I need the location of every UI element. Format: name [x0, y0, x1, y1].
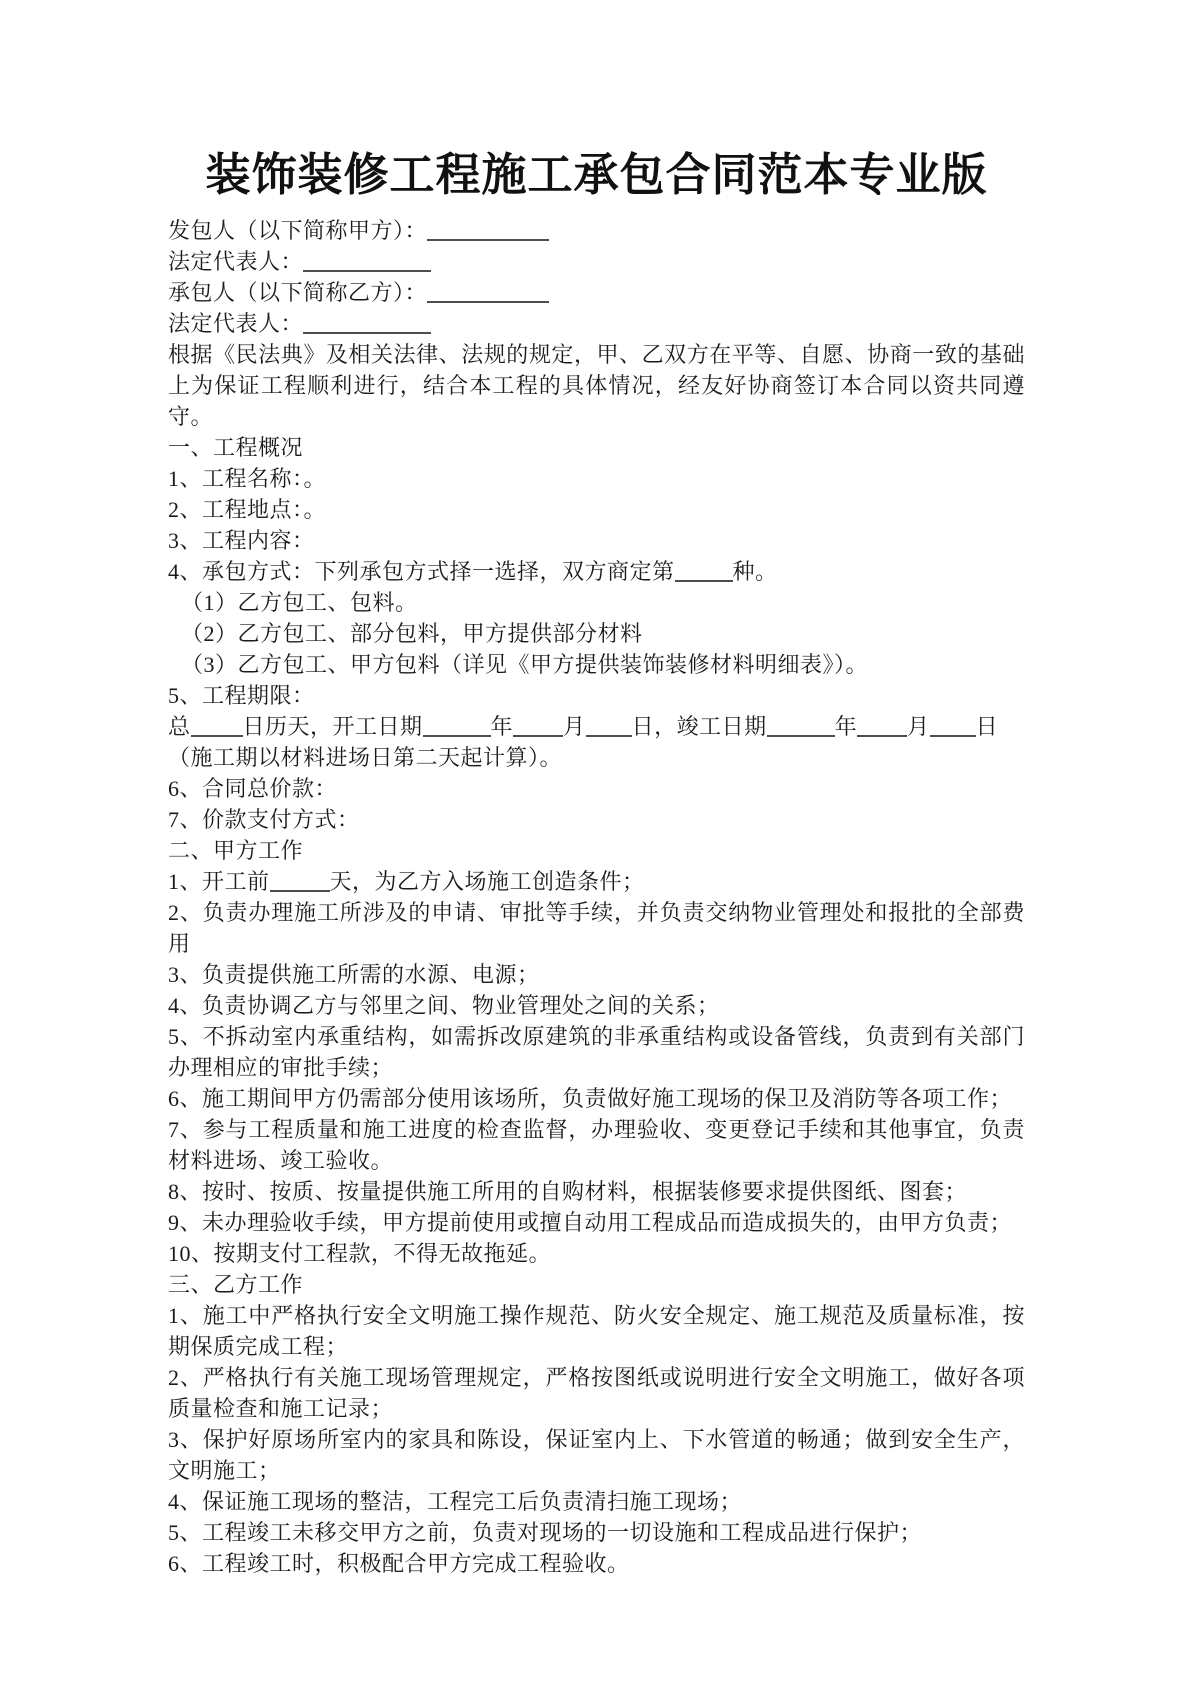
text-run: 天，为乙方入场施工创造条件；: [329, 868, 645, 894]
text-run: 3、保护好原场所室内的家具和陈设，保证室内上、下水管道的畅通；做到安全生产，文明施工；: [168, 1426, 1025, 1483]
text-run: 10、按期支付工程款，不得无故拖延。: [168, 1240, 552, 1266]
project-duration-item: [168, 680, 1025, 711]
text-run: 月: [563, 713, 586, 739]
party-b-duty-5: [168, 1517, 1025, 1548]
fill-in-blank: [423, 733, 491, 737]
party-a-duty-2: [168, 897, 1025, 959]
payment-method-item: [168, 804, 1025, 835]
party-b-legal-rep-field: [168, 308, 1025, 339]
party-b-duty-2: [168, 1362, 1025, 1424]
text-run: 种。: [732, 558, 778, 584]
fill-in-blank: [675, 578, 733, 582]
text-run: 3、工程内容：: [168, 527, 315, 553]
text-run: 法定代表人：: [168, 310, 304, 336]
text-run: 4、负责协调乙方与邻里之间、物业管理处之间的关系；: [168, 992, 720, 1018]
party-a-duty-10: [168, 1238, 1025, 1269]
party-a-duty-4: [168, 990, 1025, 1021]
contract-mode-option-2: [168, 618, 1025, 649]
fill-in-blank: [767, 733, 835, 737]
text-run: （1）乙方包工、包料。: [181, 589, 418, 615]
fill-in-blank: [930, 733, 976, 737]
party-a-duty-5: [168, 1021, 1025, 1083]
text-run: 5、工程竣工未移交甲方之前，负责对现场的一切设施和工程成品进行保护；: [168, 1519, 923, 1545]
text-run: 年: [490, 713, 514, 739]
text-run: 1、工程名称：。: [168, 465, 327, 491]
text-run: 2、严格执行有关施工现场管理规定，严格按图纸或说明进行安全文明施工，做好各项质量检查和施工记录；: [168, 1364, 1025, 1421]
text-run: （3）乙方包工、甲方包料（详见《甲方提供装饰装修材料明细表》）。: [181, 651, 869, 677]
fill-in-blank: [303, 330, 431, 334]
text-run: 2、工程地点：。: [168, 496, 327, 522]
party-b-duty-4: [168, 1486, 1025, 1517]
text-run: 总: [168, 713, 191, 739]
text-run: 二、甲方工作: [168, 837, 304, 863]
text-run: 7、参与工程质量和施工进度的检查监督，办理验收、变更登记手续和其他事宜，负责材料进场、竣工验收。: [168, 1116, 1025, 1173]
party-b-duty-1: [168, 1300, 1025, 1362]
preamble-paragraph: [168, 339, 1025, 432]
text-run: 法定代表人：: [168, 248, 304, 274]
fill-in-blank: [427, 299, 549, 303]
contract-mode-item: [168, 556, 1025, 587]
fill-in-blank: [857, 733, 907, 737]
contract-mode-option-1: [168, 587, 1025, 618]
party-a-duty-6: [168, 1083, 1025, 1114]
text-run: 6、工程竣工时，积极配合甲方完成工程验收。: [168, 1550, 630, 1576]
text-run: 5、工程期限：: [168, 682, 315, 708]
text-run: 1、开工前: [168, 868, 270, 894]
fill-in-blank: [427, 237, 549, 241]
text-run: 3、负责提供施工所需的水源、电源；: [168, 961, 540, 987]
fill-in-blank: [513, 733, 563, 737]
text-run: 发包人（以下简称甲方）：: [168, 217, 428, 243]
section-1-heading: [168, 432, 1025, 463]
party-a-duty-3: [168, 959, 1025, 990]
party-a-duty-1: [168, 866, 1025, 897]
text-run: （2）乙方包工、部分包料，甲方提供部分材料: [181, 620, 643, 646]
document-body: [168, 215, 1025, 1579]
text-run: 5、不拆动室内承重结构，如需拆改原建筑的非承重结构或设备管线，负责到有关部门办理相应的审批手续；: [168, 1023, 1025, 1080]
text-run: 6、合同总价款：: [168, 775, 338, 801]
text-run: 9、未办理验收手续，甲方提前使用或擅自动用工程成品而造成损失的，由甲方负责；: [168, 1209, 1013, 1235]
fill-in-blank: [270, 888, 330, 892]
party-a-legal-rep-field: [168, 246, 1025, 277]
text-run: 一、工程概况: [168, 434, 304, 460]
text-run: 8、按时、按质、按量提供施工所用的自购材料，根据装修要求提供图纸、图套；: [168, 1178, 968, 1204]
party-a-duty-7: [168, 1114, 1025, 1176]
text-run: 根据《民法典》及相关法律、法规的规定，甲、乙双方在平等、自愿、协商一致的基础上为保证工程顺利进行，结合本工程的具体情况，经友好协商签订本合同以资共同遵守。: [168, 341, 1025, 429]
party-a-field: [168, 215, 1025, 246]
party-a-duty-8: [168, 1176, 1025, 1207]
total-price-item: [168, 773, 1025, 804]
text-run: 6、施工期间甲方仍需部分使用该场所，负责做好施工现场的保卫及消防等各项工作；: [168, 1085, 1013, 1111]
contract-mode-option-3: [168, 649, 1025, 680]
project-content-item: [168, 525, 1025, 556]
project-location-item: [168, 494, 1025, 525]
text-run: 1、施工中严格执行安全文明施工操作规范、防火安全规定、施工规范及质量标准，按期保质完成工程；: [168, 1302, 1025, 1359]
text-run: 4、承包方式：下列承包方式择一选择，双方商定第: [168, 558, 675, 584]
party-b-duty-6: [168, 1548, 1025, 1579]
document-title: 装饰装修工程施工承包合同范本专业版: [205, 149, 988, 200]
text-run: 7、价款支付方式：: [168, 806, 360, 832]
text-run: 日，竣工日期: [631, 713, 767, 739]
party-b-duty-3: [168, 1424, 1025, 1486]
fill-in-blank: [586, 733, 632, 737]
section-2-heading: [168, 835, 1025, 866]
project-name-item: [168, 463, 1025, 494]
text-run: 年: [834, 713, 858, 739]
party-b-field: [168, 277, 1025, 308]
section-3-heading: [168, 1269, 1025, 1300]
party-a-duty-9: [168, 1207, 1025, 1238]
fill-in-blank: [303, 268, 431, 272]
text-run: 2、负责办理施工所涉及的申请、审批等手续，并负责交纳物业管理处和报批的全部费用: [168, 899, 1025, 956]
text-run: 月: [907, 713, 930, 739]
text-run: （施工期以材料进场日第二天起计算）。: [168, 744, 563, 770]
text-run: 日: [975, 713, 999, 739]
text-run: 4、保证施工现场的整洁，工程完工后负责清扫施工现场；: [168, 1488, 743, 1514]
text-run: 三、乙方工作: [168, 1271, 304, 1297]
fill-in-blank: [191, 733, 243, 737]
text-run: 承包人（以下简称乙方）：: [168, 279, 428, 305]
duration-detail-line: [168, 711, 1025, 742]
duration-note-line: [168, 742, 1025, 773]
text-run: 日历天，开工日期: [242, 713, 423, 739]
